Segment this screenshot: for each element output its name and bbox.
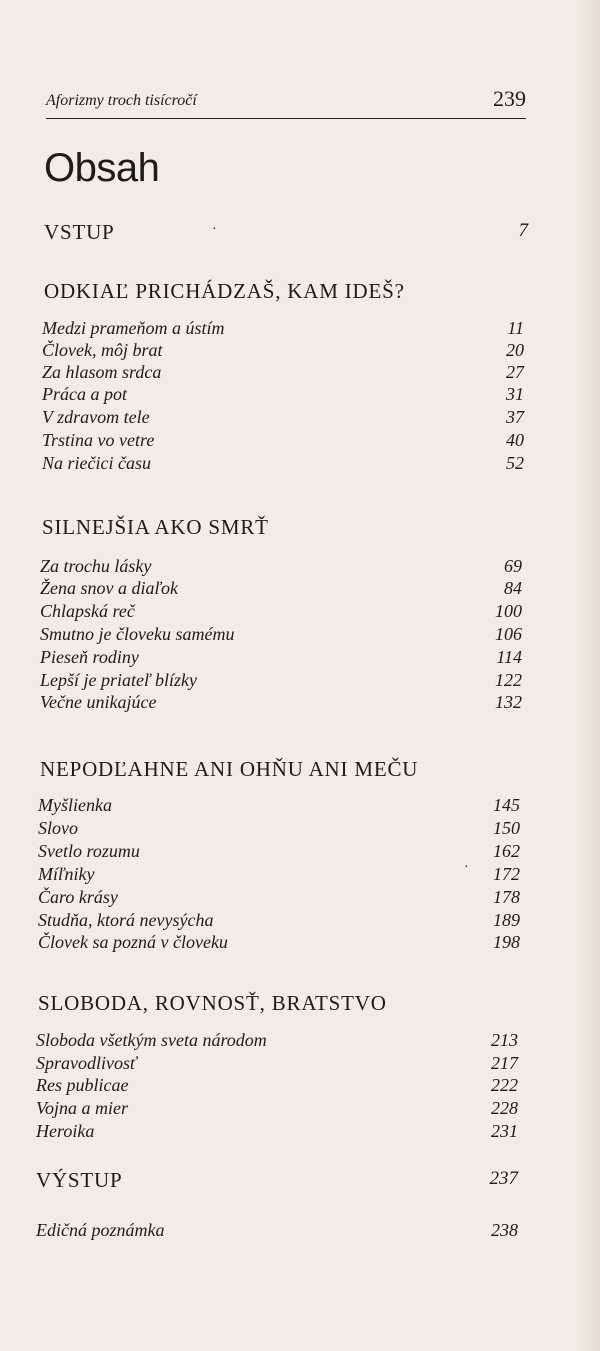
running-title: Aforizmy troch tisícročí [46, 92, 197, 109]
toc-intro-page: 7 [518, 220, 528, 241]
toc-intro-label: VSTUP [44, 220, 115, 244]
toc-outro-page: 237 [489, 1168, 518, 1189]
toc-entry [42, 430, 524, 454]
toc-entry-title: Vojna a mier [36, 1098, 128, 1118]
section-heading [44, 279, 528, 303]
toc-entry-title: Svetlo rozumu [38, 841, 140, 861]
toc-entry-title: Medzi prameňom a ústím [42, 318, 225, 338]
toc-entry [38, 841, 520, 865]
toc-entry-page: 198 [493, 932, 520, 952]
section-title: NEPODĽAHNE ANI OHŇU ANI MEČU [40, 757, 419, 781]
toc-entry-title: Za hlasom srdca [42, 362, 162, 382]
toc-note-label: Edičná poznámka [36, 1220, 165, 1240]
toc-entry [40, 692, 522, 716]
toc-entry-page: 150 [493, 818, 520, 838]
toc-entry-title: V zdravom tele [42, 407, 150, 427]
toc-entry-page: 222 [491, 1075, 518, 1095]
toc-entry-page: 114 [496, 647, 522, 667]
section-heading [38, 991, 522, 1015]
toc-entry [42, 340, 524, 364]
toc-entry [40, 670, 522, 694]
toc-entry-title: Na riečici času [42, 453, 151, 473]
toc-entry [36, 1075, 518, 1099]
toc-entry-title: Slovo [38, 818, 78, 838]
toc-entry-title: Pieseň rodiny [40, 647, 139, 667]
toc-entry-title: Smutno je človeku samému [40, 624, 235, 644]
toc-entry-title: Lepší je priateľ blízky [40, 670, 198, 690]
toc-entry [40, 556, 522, 580]
toc-entry [38, 795, 520, 819]
toc-entry-title: Práca a pot [42, 384, 127, 404]
section-title: SLOBODA, ROVNOSŤ, BRATSTVO [38, 991, 387, 1015]
toc-entry-title: Míľniky [38, 864, 95, 884]
toc-entry [36, 1030, 518, 1054]
toc-entry [42, 318, 524, 342]
section-title: ODKIAĽ PRICHÁDZAŠ, KAM IDEŠ? [44, 279, 405, 303]
toc-entry-page: 31 [506, 384, 524, 404]
toc-outro-label: VÝSTUP [36, 1168, 123, 1192]
toc-note-page: 238 [491, 1220, 518, 1240]
speck-mark: · [464, 860, 469, 875]
page-number: 239 [493, 86, 526, 111]
toc-entry-title: Čaro krásy [38, 887, 118, 907]
toc-entry [38, 864, 520, 888]
toc-entry-page: 178 [493, 887, 520, 907]
toc-entry-page: 37 [506, 407, 524, 427]
toc-entry-page: 231 [491, 1121, 518, 1141]
toc-entry-page: 69 [504, 556, 522, 576]
toc-entry [40, 578, 522, 602]
toc-intro [44, 220, 528, 244]
toc-entry [40, 624, 522, 648]
toc-entry [42, 384, 524, 408]
toc-entry [38, 932, 520, 956]
section-title: SILNEJŠIA AKO SMRŤ [42, 515, 269, 539]
toc-entry-title: Res publicae [36, 1075, 129, 1095]
page-edge-shadow [576, 0, 600, 1351]
toc-entry-page: 172 [493, 864, 520, 884]
toc-entry-page: 145 [493, 795, 520, 815]
toc-entry [38, 818, 520, 842]
section-heading [40, 757, 524, 781]
toc-entry [42, 407, 524, 431]
toc-entry-title: Sloboda všetkým sveta národom [36, 1030, 267, 1050]
section-heading [42, 515, 526, 539]
toc-entry [36, 1053, 518, 1077]
toc-entry [40, 601, 522, 625]
toc-entry-title: Večne unikajúce [40, 692, 157, 712]
toc-entry-title: Človek, môj brat [42, 340, 163, 360]
toc-entry-title: Žena snov a diaľok [40, 578, 179, 598]
toc-entry-page: 213 [491, 1030, 518, 1050]
toc-entry-page: 27 [506, 362, 524, 382]
toc-entry-page: 189 [493, 910, 520, 930]
toc-entry-page: 40 [506, 430, 524, 450]
toc-entry-page: 100 [495, 601, 522, 621]
toc-entry-title: Spravodlivosť [36, 1053, 137, 1073]
toc-entry-title: Trstina vo vetre [42, 430, 155, 450]
toc-entry-page: 106 [495, 624, 522, 644]
toc-entry [36, 1098, 518, 1122]
toc-entry [40, 647, 522, 671]
toc-entry-page: 228 [491, 1098, 518, 1118]
toc-entry-title: Myšlienka [38, 795, 112, 815]
toc-entry-title: Studňa, ktorá nevysýcha [38, 910, 214, 930]
toc-entry-page: 122 [495, 670, 522, 690]
toc-entry-title: Heroika [36, 1121, 95, 1141]
toc-entry-page: 20 [506, 340, 524, 360]
toc-entry-page: 52 [506, 453, 524, 473]
running-header [46, 86, 526, 119]
toc-entry-page: 162 [493, 841, 520, 861]
toc-entry-page: 84 [504, 578, 522, 598]
speck-mark: · [212, 222, 217, 237]
toc-note [36, 1220, 518, 1244]
toc-entry-page: 217 [491, 1053, 518, 1073]
page-title: Obsah [44, 146, 160, 190]
toc-entry [38, 887, 520, 911]
toc-entry-page: 11 [507, 318, 524, 338]
toc-entry-page: 132 [495, 692, 522, 712]
toc-outro [36, 1168, 518, 1192]
toc-entry-title: Za trochu lásky [40, 556, 152, 576]
toc-entry [42, 362, 524, 386]
toc-entry [42, 453, 524, 477]
toc-entry-title: Chlapská reč [40, 601, 135, 621]
toc-entry [36, 1121, 518, 1145]
toc-entry-title: Človek sa pozná v človeku [38, 932, 228, 952]
toc-entry [38, 910, 520, 934]
